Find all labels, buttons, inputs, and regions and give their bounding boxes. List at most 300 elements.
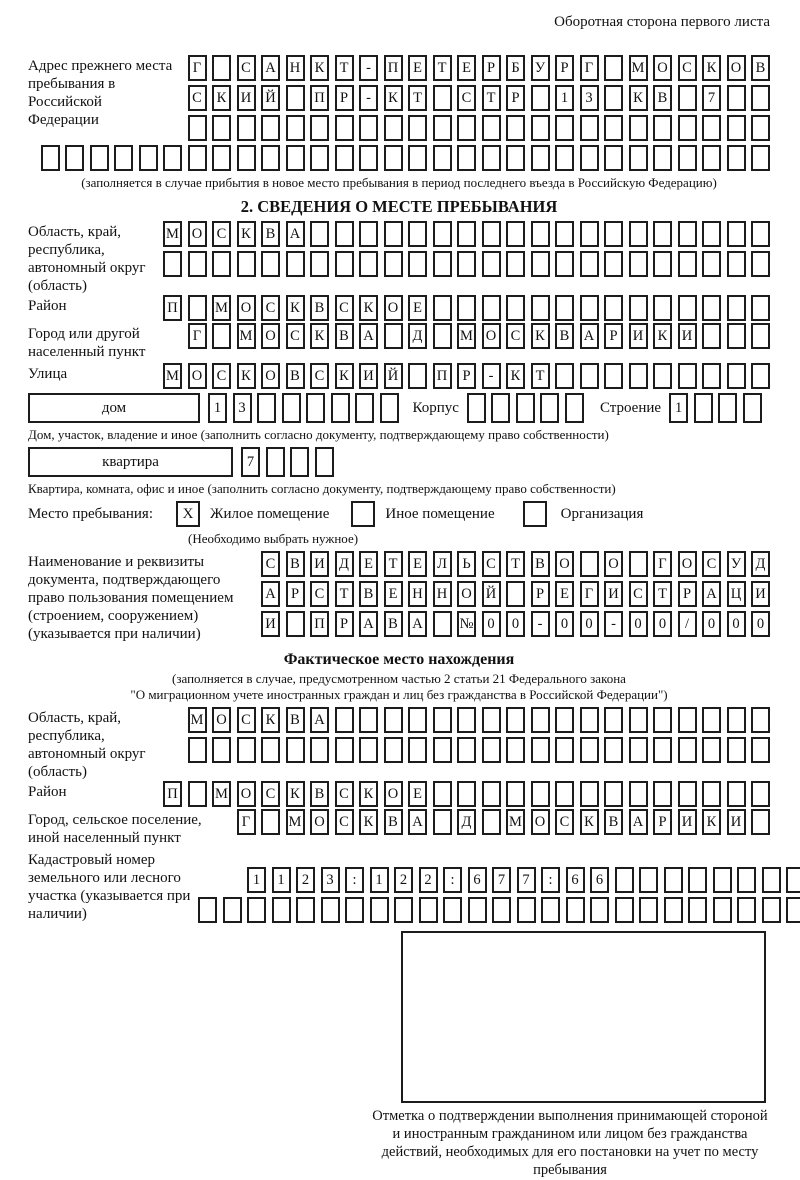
char-box[interactable] (457, 251, 476, 277)
char-box[interactable] (565, 393, 584, 423)
char-box[interactable]: О (384, 781, 403, 807)
char-box[interactable] (727, 85, 746, 111)
char-box[interactable] (751, 737, 770, 763)
char-box[interactable]: - (482, 363, 501, 389)
char-box[interactable]: Н (433, 581, 452, 607)
char-box[interactable]: О (237, 781, 256, 807)
char-box[interactable] (310, 145, 329, 171)
char-box[interactable] (315, 447, 334, 477)
char-box[interactable] (433, 323, 452, 349)
char-box[interactable]: М (163, 363, 182, 389)
char-box[interactable]: К (237, 363, 256, 389)
char-box[interactable]: 0 (727, 611, 746, 637)
char-box[interactable] (272, 897, 291, 923)
char-box[interactable] (678, 707, 697, 733)
char-box[interactable] (653, 707, 672, 733)
stay-type-checkbox-other[interactable] (351, 501, 375, 527)
char-box[interactable] (457, 781, 476, 807)
char-box[interactable] (384, 145, 403, 171)
char-box[interactable] (468, 897, 487, 923)
char-box[interactable]: 2 (419, 867, 438, 893)
char-box[interactable] (41, 145, 60, 171)
char-box[interactable]: 1 (555, 85, 574, 111)
char-box[interactable] (727, 251, 746, 277)
char-box[interactable] (653, 737, 672, 763)
char-box[interactable] (266, 447, 285, 477)
char-box[interactable]: П (163, 781, 182, 807)
char-box[interactable]: А (408, 611, 427, 637)
char-box[interactable]: Е (408, 781, 427, 807)
char-box[interactable]: А (310, 707, 329, 733)
char-box[interactable]: А (702, 581, 721, 607)
char-box[interactable]: Е (555, 581, 574, 607)
char-box[interactable]: Т (408, 85, 427, 111)
char-box[interactable] (457, 295, 476, 321)
char-box[interactable] (506, 295, 525, 321)
char-box[interactable] (482, 781, 501, 807)
char-box[interactable] (380, 393, 399, 423)
char-box[interactable] (188, 251, 207, 277)
char-box[interactable] (694, 393, 713, 423)
char-box[interactable] (188, 145, 207, 171)
char-box[interactable]: К (531, 323, 550, 349)
char-box[interactable] (433, 781, 452, 807)
char-box[interactable]: К (702, 55, 721, 81)
char-box[interactable] (261, 737, 280, 763)
char-box[interactable] (629, 781, 648, 807)
char-box[interactable]: И (678, 323, 697, 349)
char-box[interactable] (531, 221, 550, 247)
char-box[interactable] (506, 221, 525, 247)
char-box[interactable]: К (653, 323, 672, 349)
char-box[interactable] (751, 115, 770, 141)
char-box[interactable]: Д (335, 551, 354, 577)
char-box[interactable]: 1 (669, 393, 688, 423)
char-box[interactable] (555, 115, 574, 141)
char-box[interactable] (286, 145, 305, 171)
char-box[interactable] (702, 781, 721, 807)
char-box[interactable] (163, 251, 182, 277)
char-box[interactable]: 6 (566, 867, 585, 893)
char-box[interactable] (555, 707, 574, 733)
char-box[interactable] (737, 897, 756, 923)
char-box[interactable] (604, 363, 623, 389)
char-box[interactable] (762, 867, 781, 893)
char-box[interactable]: М (163, 221, 182, 247)
char-box[interactable] (678, 251, 697, 277)
char-box[interactable] (257, 393, 276, 423)
char-box[interactable] (540, 393, 559, 423)
char-box[interactable] (727, 221, 746, 247)
char-box[interactable]: С (237, 707, 256, 733)
char-box[interactable] (629, 363, 648, 389)
char-box[interactable]: К (261, 707, 280, 733)
char-box[interactable]: - (604, 611, 623, 637)
char-box[interactable] (335, 115, 354, 141)
char-box[interactable] (306, 393, 325, 423)
char-box[interactable] (702, 251, 721, 277)
char-box[interactable] (433, 737, 452, 763)
char-box[interactable]: : (541, 867, 560, 893)
char-box[interactable] (482, 251, 501, 277)
char-box[interactable]: 0 (629, 611, 648, 637)
char-box[interactable] (702, 707, 721, 733)
char-box[interactable] (223, 897, 242, 923)
char-box[interactable]: № (457, 611, 476, 637)
char-box[interactable] (678, 295, 697, 321)
char-box[interactable] (370, 897, 389, 923)
char-box[interactable]: А (261, 581, 280, 607)
char-box[interactable] (335, 221, 354, 247)
char-box[interactable]: 7 (241, 447, 260, 477)
char-box[interactable] (433, 809, 452, 835)
char-box[interactable] (713, 867, 732, 893)
char-box[interactable] (212, 55, 231, 81)
char-box[interactable]: И (261, 611, 280, 637)
char-box[interactable] (555, 781, 574, 807)
char-box[interactable] (555, 221, 574, 247)
char-box[interactable]: В (261, 221, 280, 247)
char-box[interactable]: К (310, 323, 329, 349)
char-box[interactable] (751, 221, 770, 247)
char-box[interactable]: О (310, 809, 329, 835)
char-box[interactable]: Г (188, 323, 207, 349)
char-box[interactable] (678, 85, 697, 111)
char-box[interactable] (751, 295, 770, 321)
char-box[interactable]: К (629, 85, 648, 111)
char-box[interactable]: 3 (580, 85, 599, 111)
char-box[interactable]: М (286, 809, 305, 835)
char-box[interactable] (604, 295, 623, 321)
char-box[interactable] (751, 809, 770, 835)
char-box[interactable]: О (457, 581, 476, 607)
char-box[interactable] (290, 447, 309, 477)
char-box[interactable]: Л (433, 551, 452, 577)
char-box[interactable]: А (359, 323, 378, 349)
char-box[interactable]: А (629, 809, 648, 835)
char-box[interactable] (653, 251, 672, 277)
char-box[interactable] (443, 897, 462, 923)
char-box[interactable] (408, 145, 427, 171)
char-box[interactable] (751, 363, 770, 389)
char-box[interactable] (335, 251, 354, 277)
char-box[interactable] (335, 145, 354, 171)
char-box[interactable] (786, 897, 800, 923)
char-box[interactable]: Р (335, 85, 354, 111)
char-box[interactable] (604, 145, 623, 171)
char-box[interactable] (531, 85, 550, 111)
char-box[interactable]: С (457, 85, 476, 111)
char-box[interactable] (580, 115, 599, 141)
char-box[interactable] (482, 737, 501, 763)
char-box[interactable]: В (335, 323, 354, 349)
char-box[interactable] (531, 251, 550, 277)
char-box[interactable] (286, 251, 305, 277)
char-box[interactable] (457, 737, 476, 763)
char-box[interactable]: Т (653, 581, 672, 607)
char-box[interactable]: Р (335, 611, 354, 637)
char-box[interactable] (751, 707, 770, 733)
char-box[interactable] (604, 55, 623, 81)
stay-type-checkbox-residential[interactable]: X (176, 501, 200, 527)
char-box[interactable] (433, 611, 452, 637)
char-box[interactable] (580, 363, 599, 389)
char-box[interactable] (531, 115, 550, 141)
char-box[interactable] (629, 221, 648, 247)
char-box[interactable] (604, 737, 623, 763)
char-box[interactable] (261, 251, 280, 277)
char-box[interactable]: И (604, 581, 623, 607)
char-box[interactable] (702, 115, 721, 141)
char-box[interactable] (457, 115, 476, 141)
char-box[interactable]: К (359, 295, 378, 321)
char-box[interactable] (531, 707, 550, 733)
char-box[interactable]: : (443, 867, 462, 893)
char-box[interactable]: О (531, 809, 550, 835)
char-box[interactable] (531, 295, 550, 321)
char-box[interactable]: С (212, 221, 231, 247)
char-box[interactable] (604, 221, 623, 247)
char-box[interactable]: И (310, 551, 329, 577)
char-box[interactable]: И (727, 809, 746, 835)
char-box[interactable] (580, 707, 599, 733)
char-box[interactable] (506, 707, 525, 733)
char-box[interactable] (384, 737, 403, 763)
char-box[interactable] (408, 363, 427, 389)
char-box[interactable]: Т (506, 551, 525, 577)
char-box[interactable] (482, 145, 501, 171)
char-box[interactable] (188, 737, 207, 763)
char-box[interactable]: С (335, 295, 354, 321)
char-box[interactable]: Р (555, 55, 574, 81)
char-box[interactable] (482, 707, 501, 733)
char-box[interactable]: Д (751, 551, 770, 577)
char-box[interactable]: Р (506, 85, 525, 111)
char-box[interactable]: С (261, 295, 280, 321)
char-box[interactable] (188, 295, 207, 321)
char-box[interactable] (408, 707, 427, 733)
char-box[interactable] (688, 867, 707, 893)
char-box[interactable]: О (212, 707, 231, 733)
char-box[interactable] (678, 363, 697, 389)
char-box[interactable]: Ц (727, 581, 746, 607)
char-box[interactable]: П (433, 363, 452, 389)
char-box[interactable] (629, 551, 648, 577)
char-box[interactable] (310, 251, 329, 277)
char-box[interactable]: Е (359, 551, 378, 577)
char-box[interactable] (384, 221, 403, 247)
char-box[interactable] (433, 145, 452, 171)
char-box[interactable]: В (751, 55, 770, 81)
char-box[interactable] (555, 145, 574, 171)
char-box[interactable] (555, 295, 574, 321)
char-box[interactable] (678, 221, 697, 247)
char-box[interactable]: Н (286, 55, 305, 81)
char-box[interactable]: Р (678, 581, 697, 607)
char-box[interactable] (359, 737, 378, 763)
char-box[interactable] (286, 85, 305, 111)
char-box[interactable] (664, 867, 683, 893)
char-box[interactable] (384, 323, 403, 349)
char-box[interactable]: П (310, 85, 329, 111)
char-box[interactable]: 7 (702, 85, 721, 111)
char-box[interactable] (408, 221, 427, 247)
char-box[interactable] (408, 115, 427, 141)
char-box[interactable]: К (580, 809, 599, 835)
char-box[interactable] (566, 897, 585, 923)
char-box[interactable]: Й (482, 581, 501, 607)
char-box[interactable] (335, 707, 354, 733)
char-box[interactable] (702, 145, 721, 171)
char-box[interactable]: В (604, 809, 623, 835)
char-box[interactable]: Р (457, 363, 476, 389)
char-box[interactable]: В (653, 85, 672, 111)
char-box[interactable] (580, 551, 599, 577)
char-box[interactable] (359, 221, 378, 247)
char-box[interactable] (653, 145, 672, 171)
char-box[interactable]: Д (408, 323, 427, 349)
char-box[interactable] (727, 115, 746, 141)
char-box[interactable] (212, 737, 231, 763)
char-box[interactable]: 1 (247, 867, 266, 893)
char-box[interactable] (580, 295, 599, 321)
char-box[interactable] (237, 737, 256, 763)
char-box[interactable] (457, 221, 476, 247)
char-box[interactable]: П (310, 611, 329, 637)
char-box[interactable]: С (629, 581, 648, 607)
char-box[interactable]: С (506, 323, 525, 349)
char-box[interactable]: О (653, 55, 672, 81)
char-box[interactable] (751, 85, 770, 111)
char-box[interactable]: Т (335, 55, 354, 81)
char-box[interactable]: О (384, 295, 403, 321)
char-box[interactable]: П (384, 55, 403, 81)
char-box[interactable]: Е (457, 55, 476, 81)
char-box[interactable] (237, 115, 256, 141)
char-box[interactable]: 1 (208, 393, 227, 423)
char-box[interactable]: С (702, 551, 721, 577)
char-box[interactable]: Т (433, 55, 452, 81)
char-box[interactable]: 2 (296, 867, 315, 893)
char-box[interactable]: О (604, 551, 623, 577)
char-box[interactable] (629, 251, 648, 277)
char-box[interactable] (310, 115, 329, 141)
char-box[interactable] (653, 115, 672, 141)
char-box[interactable] (506, 581, 525, 607)
char-box[interactable] (247, 897, 266, 923)
char-box[interactable] (491, 393, 510, 423)
char-box[interactable]: В (286, 363, 305, 389)
char-box[interactable] (384, 115, 403, 141)
char-box[interactable] (359, 251, 378, 277)
char-box[interactable]: Е (408, 55, 427, 81)
char-box[interactable]: С (286, 323, 305, 349)
char-box[interactable] (359, 115, 378, 141)
char-box[interactable] (615, 867, 634, 893)
char-box[interactable] (727, 145, 746, 171)
char-box[interactable]: К (335, 363, 354, 389)
char-box[interactable] (139, 145, 158, 171)
char-box[interactable] (604, 707, 623, 733)
char-box[interactable] (629, 115, 648, 141)
char-box[interactable] (482, 809, 501, 835)
char-box[interactable]: 0 (580, 611, 599, 637)
char-box[interactable]: Й (384, 363, 403, 389)
char-box[interactable]: Т (482, 85, 501, 111)
char-box[interactable] (198, 897, 217, 923)
char-box[interactable] (629, 707, 648, 733)
char-box[interactable] (433, 85, 452, 111)
char-box[interactable]: К (212, 85, 231, 111)
char-box[interactable] (261, 809, 280, 835)
char-box[interactable]: 2 (394, 867, 413, 893)
char-box[interactable]: М (188, 707, 207, 733)
char-box[interactable] (664, 897, 683, 923)
char-box[interactable] (531, 781, 550, 807)
char-box[interactable]: О (188, 221, 207, 247)
char-box[interactable] (702, 221, 721, 247)
char-box[interactable]: С (237, 55, 256, 81)
char-box[interactable] (433, 707, 452, 733)
char-box[interactable] (331, 393, 350, 423)
char-box[interactable]: К (286, 295, 305, 321)
char-box[interactable]: С (261, 781, 280, 807)
char-box[interactable]: / (678, 611, 697, 637)
char-box[interactable] (506, 145, 525, 171)
char-box[interactable] (457, 707, 476, 733)
char-box[interactable] (615, 897, 634, 923)
char-box[interactable]: Р (653, 809, 672, 835)
char-box[interactable]: И (359, 363, 378, 389)
char-box[interactable] (237, 251, 256, 277)
char-box[interactable]: М (506, 809, 525, 835)
char-box[interactable] (727, 295, 746, 321)
char-box[interactable]: А (408, 809, 427, 835)
char-box[interactable]: С (261, 551, 280, 577)
char-box[interactable] (751, 323, 770, 349)
char-box[interactable] (762, 897, 781, 923)
stay-type-checkbox-organization[interactable] (523, 501, 547, 527)
char-box[interactable]: - (359, 55, 378, 81)
char-box[interactable]: П (163, 295, 182, 321)
char-box[interactable]: В (310, 295, 329, 321)
char-box[interactable]: 3 (233, 393, 252, 423)
char-box[interactable] (702, 295, 721, 321)
char-box[interactable]: М (237, 323, 256, 349)
char-box[interactable]: Г (237, 809, 256, 835)
char-box[interactable] (359, 707, 378, 733)
char-box[interactable] (702, 363, 721, 389)
char-box[interactable]: О (237, 295, 256, 321)
char-box[interactable]: К (384, 85, 403, 111)
char-box[interactable] (482, 221, 501, 247)
char-box[interactable]: 1 (272, 867, 291, 893)
char-box[interactable]: Р (604, 323, 623, 349)
char-box[interactable]: Н (408, 581, 427, 607)
char-box[interactable]: К (237, 221, 256, 247)
char-box[interactable]: 0 (653, 611, 672, 637)
char-box[interactable] (408, 251, 427, 277)
char-box[interactable] (702, 323, 721, 349)
char-box[interactable] (678, 781, 697, 807)
char-box[interactable] (702, 737, 721, 763)
char-box[interactable] (359, 145, 378, 171)
char-box[interactable]: М (457, 323, 476, 349)
char-box[interactable] (65, 145, 84, 171)
char-box[interactable]: О (555, 551, 574, 577)
char-box[interactable] (737, 867, 756, 893)
char-box[interactable] (718, 393, 737, 423)
